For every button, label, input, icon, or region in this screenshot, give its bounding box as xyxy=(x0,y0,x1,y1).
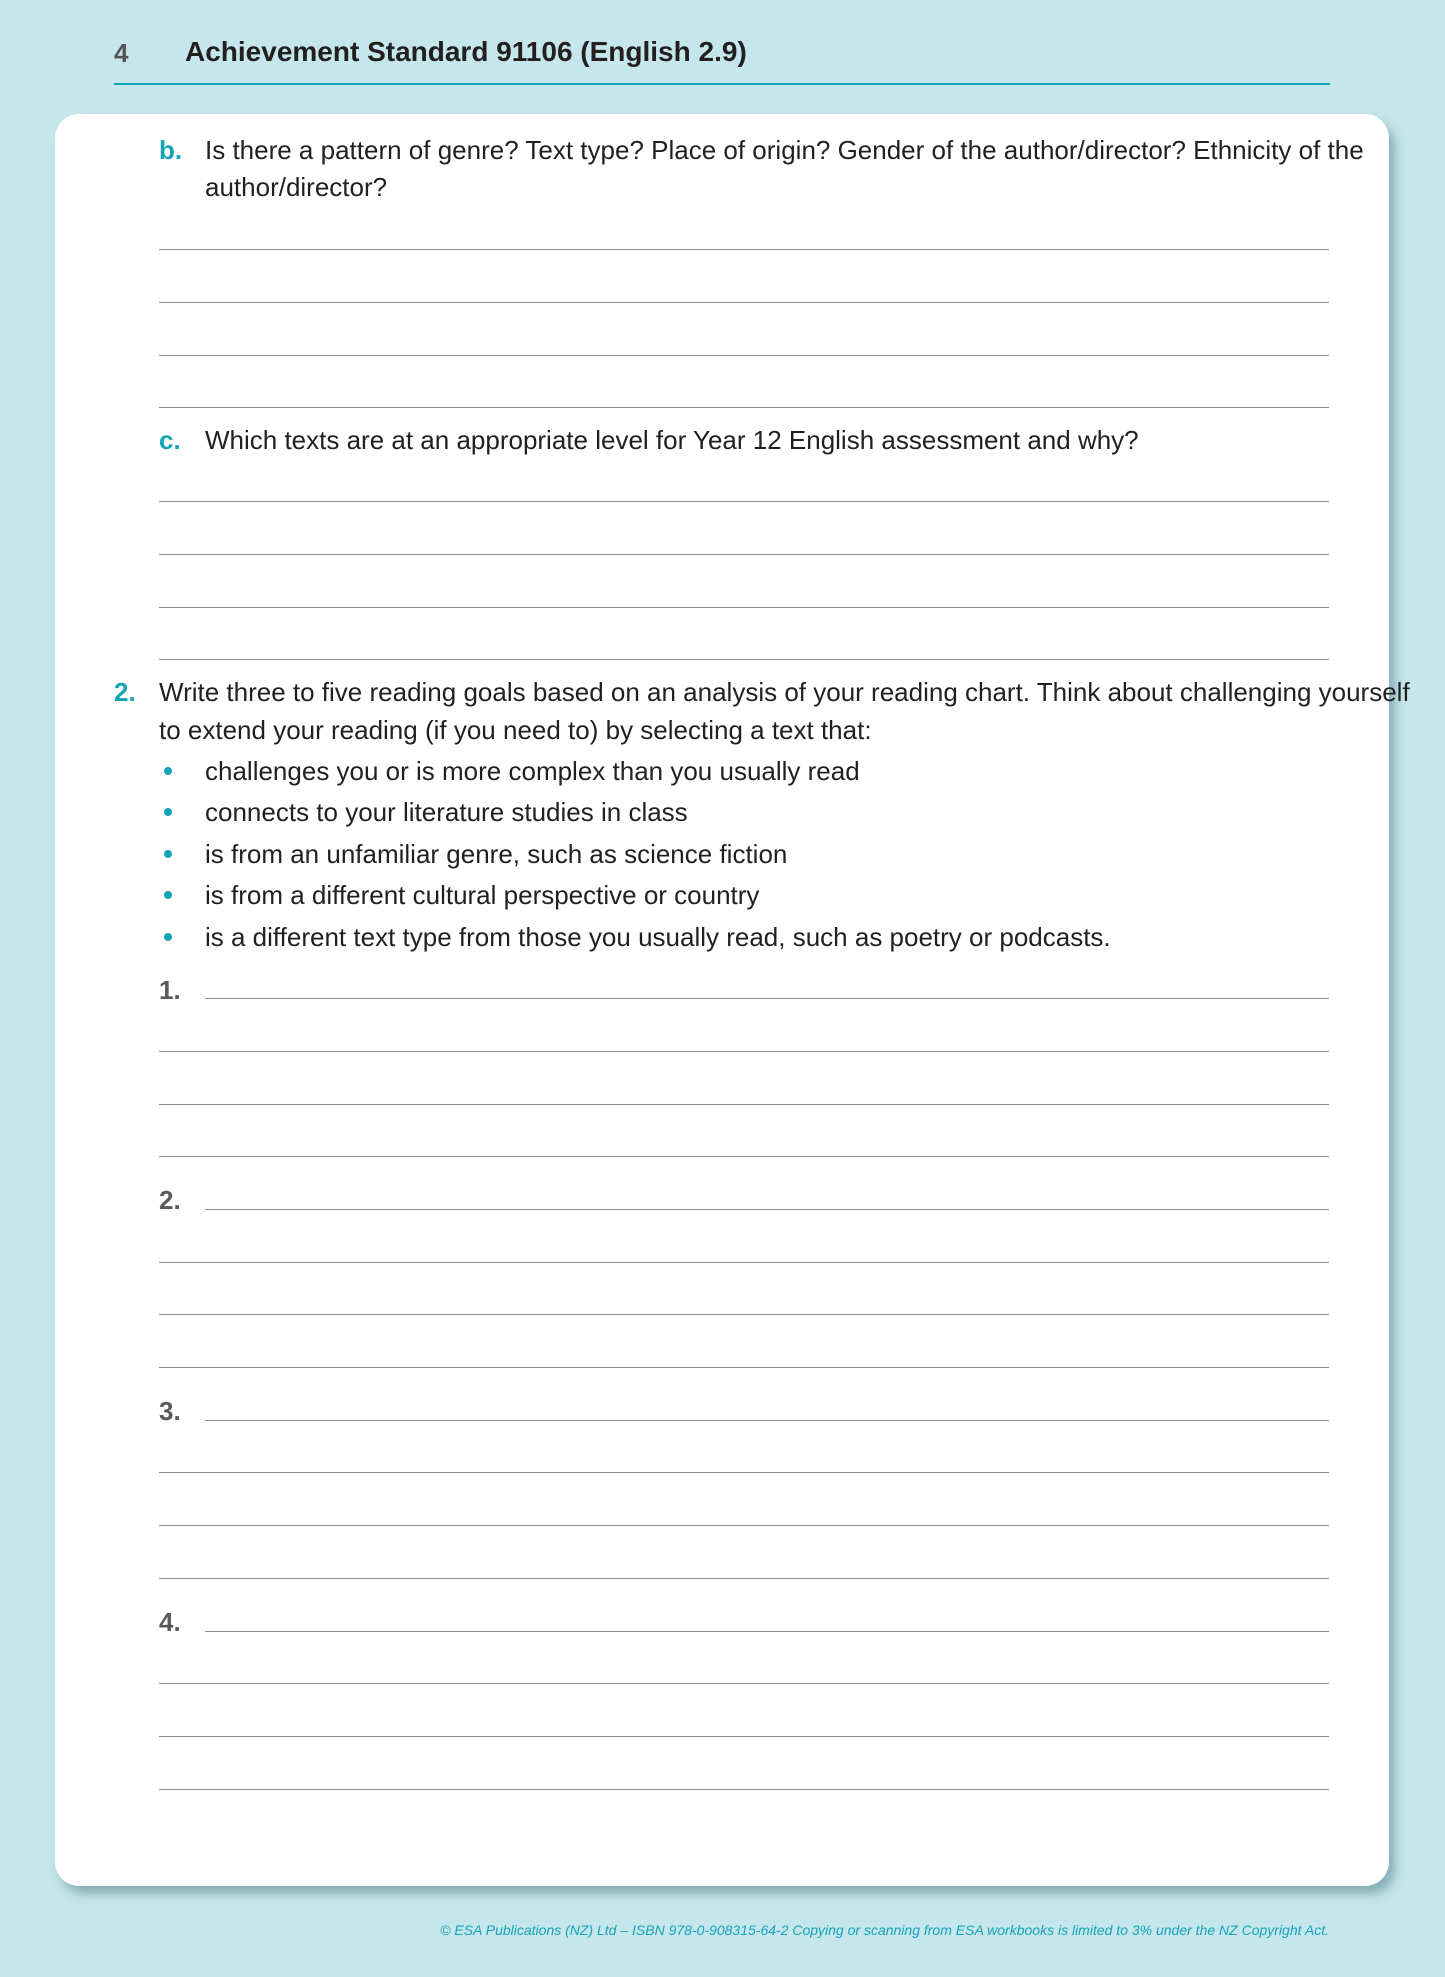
goal-3-line-2[interactable] xyxy=(159,1472,1329,1473)
worksheet-card xyxy=(55,114,1389,1886)
answer-line-1b-2[interactable] xyxy=(159,302,1329,303)
bullet-dot xyxy=(164,891,172,899)
bullet-item: is from an unfamiliar genre, such as science fiction xyxy=(205,839,788,869)
goal-1-line-2[interactable] xyxy=(159,1051,1329,1052)
answer-line-1c-2[interactable] xyxy=(159,554,1329,555)
bullet-dot xyxy=(164,850,172,858)
bullet-item: is a different text type from those you usually read, such as poetry or podcasts. xyxy=(205,922,1111,952)
question-2-text-line2: to extend your reading (if you need to) by selecting a text that: xyxy=(159,715,872,745)
question-1b-text-line1: Is there a pattern of genre? Text type? Place of origin? Gender of the author/director? Ethnicity of the xyxy=(205,135,1364,165)
goal-number-3: 3. xyxy=(159,1396,181,1426)
answer-line-1b-3[interactable] xyxy=(159,355,1329,356)
goal-2-line-4[interactable] xyxy=(159,1367,1329,1368)
goal-number-4: 4. xyxy=(159,1607,181,1637)
question-1c-text: Which texts are at an appropriate level for Year 12 English assessment and why? xyxy=(205,425,1139,455)
goal-2-line-3[interactable] xyxy=(159,1314,1329,1315)
goal-4-line-1[interactable] xyxy=(205,1631,1329,1632)
goal-2-line-1[interactable] xyxy=(205,1209,1329,1210)
bullet-item: is from a different cultural perspective or country xyxy=(205,880,760,910)
answer-line-1b-1[interactable] xyxy=(159,249,1329,250)
bullet-dot xyxy=(164,808,172,816)
question-2-label: 2. xyxy=(114,677,136,707)
bullet-dot xyxy=(164,933,172,941)
page-title: Achievement Standard 91106 (English 2.9) xyxy=(185,36,747,67)
goal-4-line-2[interactable] xyxy=(159,1683,1329,1684)
page-header xyxy=(114,28,1330,85)
goal-3-line-4[interactable] xyxy=(159,1578,1329,1579)
goal-1-line-4[interactable] xyxy=(159,1156,1329,1157)
question-1c-label: c. xyxy=(159,425,181,455)
goal-4-line-3[interactable] xyxy=(159,1736,1329,1737)
goal-2-line-2[interactable] xyxy=(159,1262,1329,1263)
goal-4-line-4[interactable] xyxy=(159,1789,1329,1790)
copyright-footer: © ESA Publications (NZ) Ltd – ISBN 978-0-908315-64-2 Copying or scanning from ESA workbooks is limited to 3% under the NZ Copyright Act. xyxy=(440,1922,1329,1938)
question-2-text-line1: Write three to five reading goals based on an analysis of your reading chart. Think about challenging yourself xyxy=(159,677,1410,707)
answer-line-1c-3[interactable] xyxy=(159,607,1329,608)
bullet-item: challenges you or is more complex than you usually read xyxy=(205,756,860,786)
goal-1-line-3[interactable] xyxy=(159,1104,1329,1105)
bullet-dot xyxy=(164,767,172,775)
goal-3-line-3[interactable] xyxy=(159,1525,1329,1526)
goal-3-line-1[interactable] xyxy=(205,1420,1329,1421)
question-1b-label: b. xyxy=(159,135,183,165)
goal-number-1: 1. xyxy=(159,975,181,1005)
question-1b-text-line2: author/director? xyxy=(205,172,388,202)
answer-line-1c-4[interactable] xyxy=(159,659,1329,660)
bullet-item: connects to your literature studies in class xyxy=(205,797,688,827)
goal-number-2: 2. xyxy=(159,1185,181,1215)
answer-line-1b-4[interactable] xyxy=(159,407,1329,408)
answer-line-1c-1[interactable] xyxy=(159,501,1329,502)
page-number: 4 xyxy=(114,38,129,68)
goal-1-line-1[interactable] xyxy=(205,998,1329,999)
